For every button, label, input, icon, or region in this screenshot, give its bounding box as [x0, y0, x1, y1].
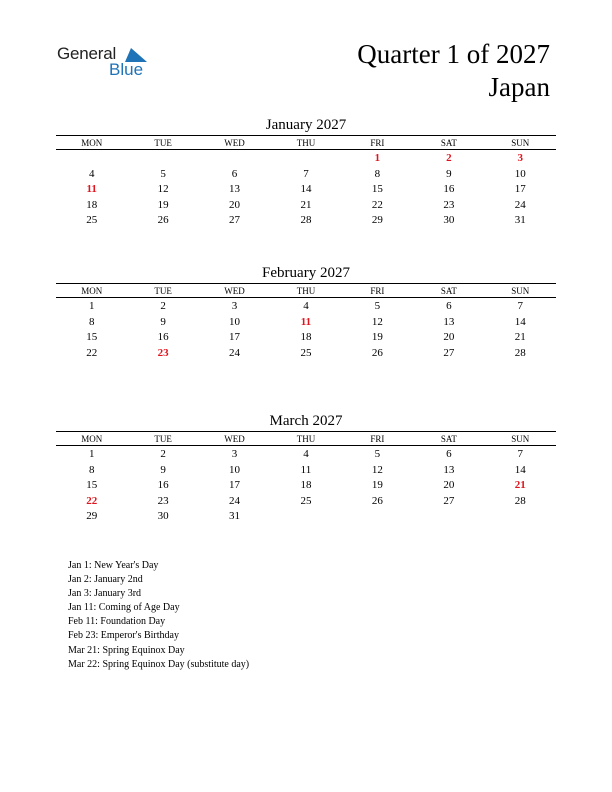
month-grid [56, 299, 556, 361]
day-cell: 9 [160, 463, 166, 476]
weekday-thu: THU [296, 286, 316, 296]
holiday-day-cell: 21 [514, 479, 526, 491]
day-cell: 23 [157, 494, 169, 507]
day-cell: 17 [229, 479, 241, 491]
week-row [56, 463, 556, 479]
logo-text-blue: Blue [109, 60, 144, 79]
day-cell: 10 [229, 315, 241, 328]
day-cell: 13 [443, 463, 455, 476]
logo-text-general: General [57, 44, 117, 63]
holiday-list-item: Jan 1: New Year's Day [68, 560, 159, 571]
day-cell: 21 [300, 198, 312, 211]
month-title: March 2027 [269, 413, 343, 429]
day-cell: 15 [371, 183, 383, 195]
day-cell: 29 [371, 214, 383, 226]
week-row [56, 346, 556, 362]
month-january [56, 115, 556, 229]
day-cell: 15 [86, 479, 98, 491]
day-cell: 4 [303, 300, 309, 312]
week-row [56, 447, 556, 463]
weekday-sun: SUN [511, 434, 530, 444]
day-cell: 13 [443, 315, 455, 328]
day-cell: 6 [231, 167, 238, 180]
holiday-day-cell: 2 [446, 152, 452, 164]
weekday-sat: SAT [440, 138, 457, 148]
day-cell: 11 [300, 463, 312, 476]
day-cell: 2 [160, 448, 166, 460]
week-row [56, 198, 556, 214]
weekday-header [56, 136, 556, 150]
weekday-fri: FRI [370, 286, 385, 296]
page-title [357, 38, 550, 104]
empty-day-cell [485, 509, 556, 525]
week-row [56, 315, 556, 331]
day-cell: 9 [160, 315, 166, 328]
day-cell: 25 [86, 214, 98, 226]
weekday-sat: SAT [440, 434, 457, 444]
day-cell: 31 [514, 214, 526, 226]
empty-day-cell [199, 151, 270, 167]
month-grid [56, 151, 556, 229]
day-cell: 4 [303, 448, 309, 460]
weekday-tue: TUE [154, 286, 172, 296]
weekday-mon: MON [81, 286, 103, 296]
weekday-mon: MON [81, 138, 103, 148]
weekday-sun: SUN [511, 286, 530, 296]
day-cell: 26 [157, 214, 169, 226]
day-cell: 12 [157, 183, 169, 195]
day-cell: 23 [443, 198, 455, 211]
week-row [56, 213, 556, 229]
weekday-thu: THU [296, 138, 316, 148]
day-cell: 30 [157, 510, 169, 522]
day-cell: 26 [371, 346, 383, 359]
weekday-wed: WED [224, 138, 245, 148]
week-row [56, 509, 556, 525]
day-cell: 7 [517, 448, 523, 460]
day-cell: 1 [88, 448, 95, 460]
week-row [56, 182, 556, 198]
day-cell: 5 [374, 448, 381, 460]
day-cell: 20 [229, 198, 241, 211]
month-title: January 2027 [265, 117, 347, 133]
title-quarter: Quarter 1 of 2027 [357, 39, 550, 69]
holiday-day-cell: 23 [157, 346, 169, 359]
day-cell: 18 [300, 479, 312, 491]
empty-day-cell [270, 509, 341, 525]
day-cell: 27 [443, 494, 455, 507]
holiday-list [68, 559, 249, 672]
holiday-list-item: Mar 22: Spring Equinox Day (substitute day) [68, 658, 250, 670]
day-cell: 9 [446, 167, 452, 180]
weekday-wed: WED [224, 286, 245, 296]
weekday-wed: WED [224, 434, 245, 444]
day-cell: 17 [514, 183, 526, 195]
day-cell: 24 [229, 346, 241, 359]
holiday-list-item: Jan 11: Coming of Age Day [68, 602, 180, 614]
day-cell: 13 [229, 183, 241, 195]
week-row [56, 299, 556, 315]
empty-day-cell [56, 151, 127, 167]
day-cell: 27 [443, 346, 455, 359]
day-cell: 12 [371, 463, 383, 476]
day-cell: 16 [157, 479, 169, 491]
day-cell: 28 [514, 346, 526, 359]
day-cell: 5 [374, 300, 381, 312]
holiday-day-cell: 3 [517, 152, 523, 164]
day-cell: 21 [514, 331, 526, 343]
week-row [56, 494, 556, 510]
day-cell: 10 [229, 463, 241, 476]
holiday-day-cell: 11 [86, 183, 97, 195]
day-cell: 3 [231, 448, 238, 460]
day-cell: 20 [443, 479, 455, 491]
day-cell: 29 [86, 510, 98, 522]
day-cell: 19 [371, 331, 383, 343]
holiday-day-cell: 11 [300, 315, 312, 328]
weekday-fri: FRI [370, 434, 385, 444]
weekday-mon: MON [81, 434, 103, 444]
empty-day-cell [342, 509, 413, 525]
week-row [56, 151, 556, 167]
day-cell: 20 [443, 331, 455, 343]
day-cell: 22 [86, 346, 98, 359]
day-cell: 24 [229, 494, 241, 507]
day-cell: 14 [300, 183, 312, 195]
day-cell: 7 [303, 167, 309, 180]
day-cell: 8 [88, 463, 95, 476]
weekday-sun: SUN [511, 138, 530, 148]
day-cell: 17 [229, 331, 241, 343]
weekday-header [56, 284, 556, 298]
holiday-list-item: Jan 2: January 2nd [68, 574, 143, 586]
day-cell: 2 [160, 300, 166, 312]
day-cell: 27 [229, 214, 241, 226]
day-cell: 12 [371, 315, 383, 328]
day-cell: 19 [371, 479, 383, 491]
day-cell: 26 [371, 494, 383, 507]
holiday-list-item: Feb 11: Foundation Day [68, 616, 166, 628]
holiday-day-cell: 1 [374, 152, 381, 164]
weekday-tue: TUE [154, 434, 172, 444]
title-country: Japan [488, 72, 550, 102]
holiday-list-item: Mar 21: Spring Equinox Day [68, 644, 185, 656]
day-cell: 10 [514, 167, 526, 180]
day-cell: 28 [300, 214, 312, 226]
day-cell: 14 [514, 463, 526, 476]
day-cell: 6 [446, 448, 452, 460]
day-cell: 19 [157, 198, 169, 211]
holiday-list-item: Feb 23: Emperor's Birthday [68, 630, 179, 642]
day-cell: 18 [86, 198, 98, 211]
day-cell: 30 [443, 214, 455, 226]
day-cell: 31 [229, 510, 241, 522]
weekday-thu: THU [296, 434, 316, 444]
weekday-sat: SAT [440, 286, 457, 296]
weekday-fri: FRI [370, 138, 385, 148]
day-cell: 16 [443, 183, 455, 195]
day-cell: 3 [231, 300, 238, 312]
day-cell: 6 [446, 300, 452, 312]
month-march [56, 411, 556, 525]
day-cell: 24 [514, 198, 526, 211]
day-cell: 15 [86, 331, 98, 343]
day-cell: 8 [374, 167, 381, 180]
week-row [56, 330, 556, 346]
generalblue-logo [57, 44, 157, 84]
day-cell: 1 [88, 300, 95, 312]
day-cell: 4 [88, 167, 95, 180]
month-title: February 2027 [262, 265, 350, 281]
day-cell: 25 [300, 494, 312, 507]
week-row [56, 478, 556, 494]
day-cell: 7 [517, 300, 523, 312]
empty-day-cell [127, 151, 198, 167]
holiday-list-item: Jan 3: January 3rd [68, 588, 142, 600]
empty-day-cell [270, 151, 341, 167]
day-cell: 14 [514, 315, 526, 328]
day-cell: 25 [300, 346, 312, 359]
weekday-header [56, 432, 556, 446]
day-cell: 22 [371, 198, 383, 211]
day-cell: 18 [300, 331, 312, 343]
holiday-day-cell: 22 [86, 494, 98, 507]
week-row [56, 167, 556, 183]
day-cell: 5 [160, 167, 166, 180]
day-cell: 28 [514, 494, 526, 507]
day-cell: 16 [157, 331, 169, 343]
month-grid [56, 447, 556, 525]
day-cell: 8 [88, 315, 95, 328]
weekday-tue: TUE [154, 138, 172, 148]
month-february [56, 263, 556, 361]
empty-day-cell [413, 509, 484, 525]
